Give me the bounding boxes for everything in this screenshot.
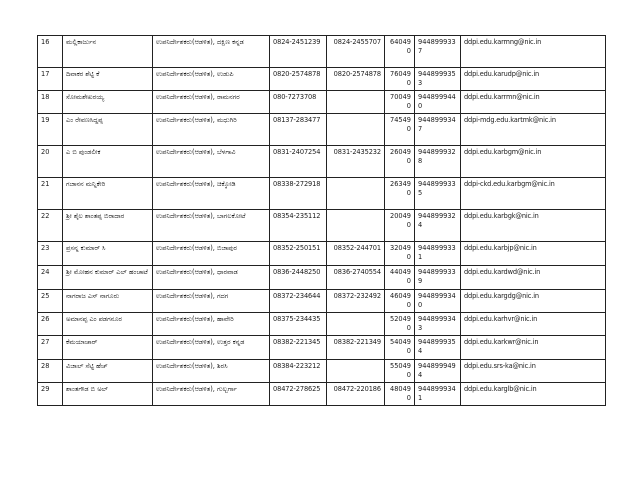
designation-cell: ಉಪನಿರ್ದೇಶಕರು(ಆಡಳಿತ), ಮಧುಗಿರಿ	[153, 114, 270, 146]
officer-name-cell: ಸೋಮಶೇಖರಯ್ಯ	[63, 91, 153, 114]
fax-cell	[327, 210, 385, 242]
email-cell: ddpi.edu.karbjp@nic.in	[461, 242, 606, 266]
mobile-cell: 9448999339	[415, 266, 461, 290]
email-cell: ddpi.edu.karhvr@nic.in	[461, 313, 606, 336]
designation-cell: ಉಪನಿರ್ದೇಶಕರು(ಆಡಳಿತ), ರಾಮನಗರ	[153, 91, 270, 114]
officer-name-cell: ಗಜಾನನ ಮನ್ನಿಕೇರಿ	[63, 178, 153, 210]
phone-cell: 0824-2451239	[270, 36, 327, 68]
serial-number-cell: 27	[38, 336, 63, 360]
phone-cell: 08352-250151	[270, 242, 327, 266]
officer-name-cell: ದಿವಾಕರ ಶೆಟ್ಟಿ ಕೆ	[63, 68, 153, 91]
mobile-cell: 9448999494	[415, 360, 461, 383]
table-row	[38, 68, 606, 91]
table-row	[38, 178, 606, 210]
officer-name-cell: ಅಮಾನಪ್ಪ ಎಂ ಪಡಗನೂರ	[63, 313, 153, 336]
fax-cell: 0831-2435232	[327, 146, 385, 178]
email-cell: ddpi.edu.karrmn@nic.in	[461, 91, 606, 114]
code-cell: 540490	[385, 336, 415, 360]
designation-cell: ಉಪನಿರ್ದೇಶಕರು(ಆಡಳಿತ), ಗದಗ	[153, 290, 270, 313]
serial-number-cell: 26	[38, 313, 63, 336]
fax-cell: 08352-244701	[327, 242, 385, 266]
mobile-cell: 9448999440	[415, 91, 461, 114]
email-cell: ddpi.edu.karkwr@nic.in	[461, 336, 606, 360]
email-cell: ddpi.edu.karudp@nic.in	[461, 68, 606, 91]
fax-cell: 0836-2740554	[327, 266, 385, 290]
phone-cell: 08354-235112	[270, 210, 327, 242]
email-cell: ddpi.edu.kargdg@nic.in	[461, 290, 606, 313]
designation-cell: ಉಪನಿರ್ದೇಶಕರು(ಆಡಳಿತ), ಶಿರಸಿ	[153, 360, 270, 383]
phone-cell: 08384-223212	[270, 360, 327, 383]
table-row	[38, 383, 606, 406]
fax-cell	[327, 114, 385, 146]
code-cell: 480490	[385, 383, 415, 406]
fax-cell: 08372-232492	[327, 290, 385, 313]
table-row	[38, 313, 606, 336]
officer-name-cell: ಕೆಮಯಾಚಾರ್	[63, 336, 153, 360]
table-row	[38, 290, 606, 313]
fax-cell	[327, 178, 385, 210]
phone-cell: 08338-272918	[270, 178, 327, 210]
code-cell: 700490	[385, 91, 415, 114]
table-row	[38, 242, 606, 266]
officer-directory-table	[37, 35, 606, 406]
designation-cell: ಉಪನಿರ್ದೇಶಕರು(ಆಡಳಿತ), ಗುಲ್ಬರ್ಗಾ	[153, 383, 270, 406]
serial-number-cell: 22	[38, 210, 63, 242]
phone-cell: 08137-283477	[270, 114, 327, 146]
code-cell: 260490	[385, 146, 415, 178]
serial-number-cell: 18	[38, 91, 63, 114]
code-cell: 263490	[385, 178, 415, 210]
mobile-cell: 9448999340	[415, 290, 461, 313]
table-row	[38, 360, 606, 383]
phone-cell: 080-7273708	[270, 91, 327, 114]
serial-number-cell: 17	[38, 68, 63, 91]
designation-cell: ಉಪನಿರ್ದೇಶಕರು(ಆಡಳಿತ), ದಕ್ಷಿಣ ಕನ್ನಡ	[153, 36, 270, 68]
officer-name-cell: ವಿಜಾಲ್ ಸೆಟ್ಟಿ ಹೆಚ್	[63, 360, 153, 383]
serial-number-cell: 29	[38, 383, 63, 406]
officer-name-cell: ನಾಗರಾಜ ಎಸ್ ನಾಗೂರು	[63, 290, 153, 313]
serial-number-cell: 21	[38, 178, 63, 210]
email-cell: ddpi-ckd.edu.karbgm@nic.in	[461, 178, 606, 210]
phone-cell: 08382-221345	[270, 336, 327, 360]
table-row	[38, 210, 606, 242]
officer-name-cell: ಶ್ರೀ ಮೋಹನ ಕುಮಾರ್ ಎಲ್ ಹಂಚಾಟೆ	[63, 266, 153, 290]
code-cell: 760490	[385, 68, 415, 91]
code-cell: 550490	[385, 360, 415, 383]
mobile-cell: 9448999347	[415, 114, 461, 146]
mobile-cell: 9448999343	[415, 313, 461, 336]
mobile-cell: 9448999328	[415, 146, 461, 178]
fax-cell: 08472-220186	[327, 383, 385, 406]
mobile-cell: 9448999331	[415, 242, 461, 266]
designation-cell: ಉಪನಿರ್ದೇಶಕರು(ಆಡಳಿತ), ಬಿಜಾಪುರ	[153, 242, 270, 266]
fax-cell: 08382-221349	[327, 336, 385, 360]
designation-cell: ಉಪನಿರ್ದೇಶಕರು(ಆಡಳಿತ), ಬೆಳಗಾವಿ	[153, 146, 270, 178]
designation-cell: ಉಪನಿರ್ದೇಶಕರು(ಆಡಳಿತ), ಉತ್ತರ ಕನ್ನಡ	[153, 336, 270, 360]
email-cell: ddpi.edu.kardwd@nic.in	[461, 266, 606, 290]
phone-cell: 0831-2407254	[270, 146, 327, 178]
fax-cell	[327, 360, 385, 383]
fax-cell	[327, 313, 385, 336]
fax-cell	[327, 91, 385, 114]
serial-number-cell: 20	[38, 146, 63, 178]
phone-cell: 0836-2448250	[270, 266, 327, 290]
email-cell: ddpi.edu.srs-ka@nic.in	[461, 360, 606, 383]
serial-number-cell: 16	[38, 36, 63, 68]
email-cell: ddpi.edu.karbgk@nic.in	[461, 210, 606, 242]
email-cell: ddpi.edu.karglb@nic.in	[461, 383, 606, 406]
phone-cell: 08472-278625	[270, 383, 327, 406]
serial-number-cell: 23	[38, 242, 63, 266]
officer-name-cell: ಶ್ರೀ ಶೈಲ ಶಾಂತಪ್ಪ ಬಿರಾದಾರ	[63, 210, 153, 242]
code-cell: 460490	[385, 290, 415, 313]
email-cell: ddpi-mdg.edu.kartmk@nic.in	[461, 114, 606, 146]
code-cell: 320490	[385, 242, 415, 266]
phone-cell: 08375-234435	[270, 313, 327, 336]
officer-name-cell: ಎ ಬಿ ಪುಂಡಲೀಕ	[63, 146, 153, 178]
serial-number-cell: 24	[38, 266, 63, 290]
table-row	[38, 146, 606, 178]
fax-cell: 0820-2574878	[327, 68, 385, 91]
code-cell: 745490	[385, 114, 415, 146]
mobile-cell: 9448999353	[415, 68, 461, 91]
table-row	[38, 336, 606, 360]
officer-name-cell: ಎಂ ರೇವಣಸಿದ್ದಪ್ಪ	[63, 114, 153, 146]
phone-cell: 0820-2574878	[270, 68, 327, 91]
code-cell: 640490	[385, 36, 415, 68]
mobile-cell: 9448999324	[415, 210, 461, 242]
code-cell: 520490	[385, 313, 415, 336]
designation-cell: ಉಪನಿರ್ದೇಶಕರು(ಆಡಳಿತ), ಚಿಕ್ಕೋಡಿ	[153, 178, 270, 210]
serial-number-cell: 19	[38, 114, 63, 146]
officer-name-cell: ಪ್ರಸನ್ನ ಕುಮಾರ್ ಸಿ	[63, 242, 153, 266]
officer-name-cell: ಶಾಂತಗೌಡ ಬಿ ಅಲ್	[63, 383, 153, 406]
fax-cell: 0824-2455707	[327, 36, 385, 68]
table-row	[38, 114, 606, 146]
designation-cell: ಉಪನಿರ್ದೇಶಕರು(ಆಡಳಿತ), ಹಾವೇರಿ	[153, 313, 270, 336]
designation-cell: ಉಪನಿರ್ದೇಶಕರು(ಆಡಳಿತ), ಉಡುಪಿ	[153, 68, 270, 91]
serial-number-cell: 25	[38, 290, 63, 313]
phone-cell: 08372-234644	[270, 290, 327, 313]
mobile-cell: 9448999335	[415, 178, 461, 210]
table-row	[38, 36, 606, 68]
officer-name-cell: ಮಲ್ಲಿಕಾರ್ಜುನ	[63, 36, 153, 68]
designation-cell: ಉಪನಿರ್ದೇಶಕರು(ಆಡಳಿತ), ಬಾಗಲಕೋಟೆ	[153, 210, 270, 242]
code-cell: 200490	[385, 210, 415, 242]
table-row	[38, 91, 606, 114]
email-cell: ddpi.edu.karmng@nic.in	[461, 36, 606, 68]
table-row	[38, 266, 606, 290]
table-body	[38, 36, 606, 406]
mobile-cell: 9448999354	[415, 336, 461, 360]
designation-cell: ಉಪನಿರ್ದೇಶಕರು(ಆಡಳಿತ), ಧಾರವಾಡ	[153, 266, 270, 290]
code-cell: 440490	[385, 266, 415, 290]
mobile-cell: 9448999337	[415, 36, 461, 68]
email-cell: ddpi.edu.karbgm@nic.in	[461, 146, 606, 178]
serial-number-cell: 28	[38, 360, 63, 383]
mobile-cell: 9448999341	[415, 383, 461, 406]
